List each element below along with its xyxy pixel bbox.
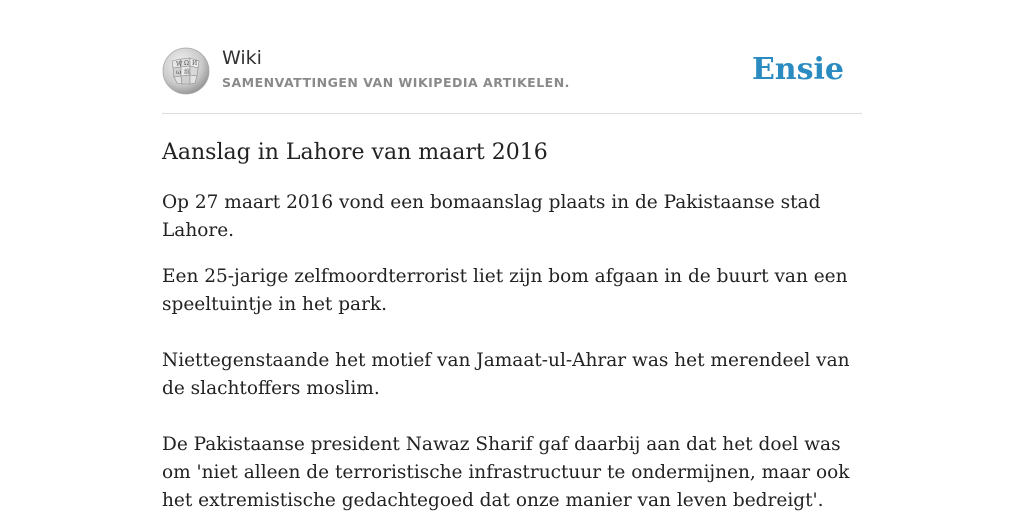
article-paragraph: De Pakistaanse president Nawaz Sharif gaf daarbij aan dat het doel was om 'niet alleen de terroristische infrastructuur te ondermijnen, maar ook het extremistische gedachtegoed dat onze manier van leven bedreigt'. — [162, 434, 850, 511]
site-subtitle: SAMENVATTINGEN VAN WIKIPEDIA ARTIKELEN. — [222, 75, 570, 90]
site-header — [162, 44, 862, 114]
site-title[interactable]: Wiki — [222, 47, 262, 69]
article-paragraph: Niettegenstaande het motief van Jamaat-ul-Ahrar was het merendeel van de slachtoffers moslim. — [162, 350, 850, 399]
brand-logo[interactable]: Ensie — [751, 52, 844, 87]
wikipedia-globe-icon[interactable] — [162, 47, 210, 95]
article-paragraph: Op 27 maart 2016 vond een bomaanslag plaats in de Pakistaanse stad Lahore. — [162, 192, 821, 241]
article-paragraph: Een 25-jarige zelfmoordterrorist liet zijn bom afgaan in de buurt van een speeltuintje in het park. — [162, 266, 848, 315]
article-content — [162, 137, 862, 512]
svg-text:И: И — [192, 60, 198, 67]
svg-text:W: W — [176, 61, 183, 68]
svg-text:維: 維 — [184, 69, 191, 76]
article-title: Aanslag in Lahore van maart 2016 — [162, 140, 548, 165]
svg-text:Ω: Ω — [184, 60, 189, 67]
svg-text:ω: ω — [176, 69, 181, 76]
